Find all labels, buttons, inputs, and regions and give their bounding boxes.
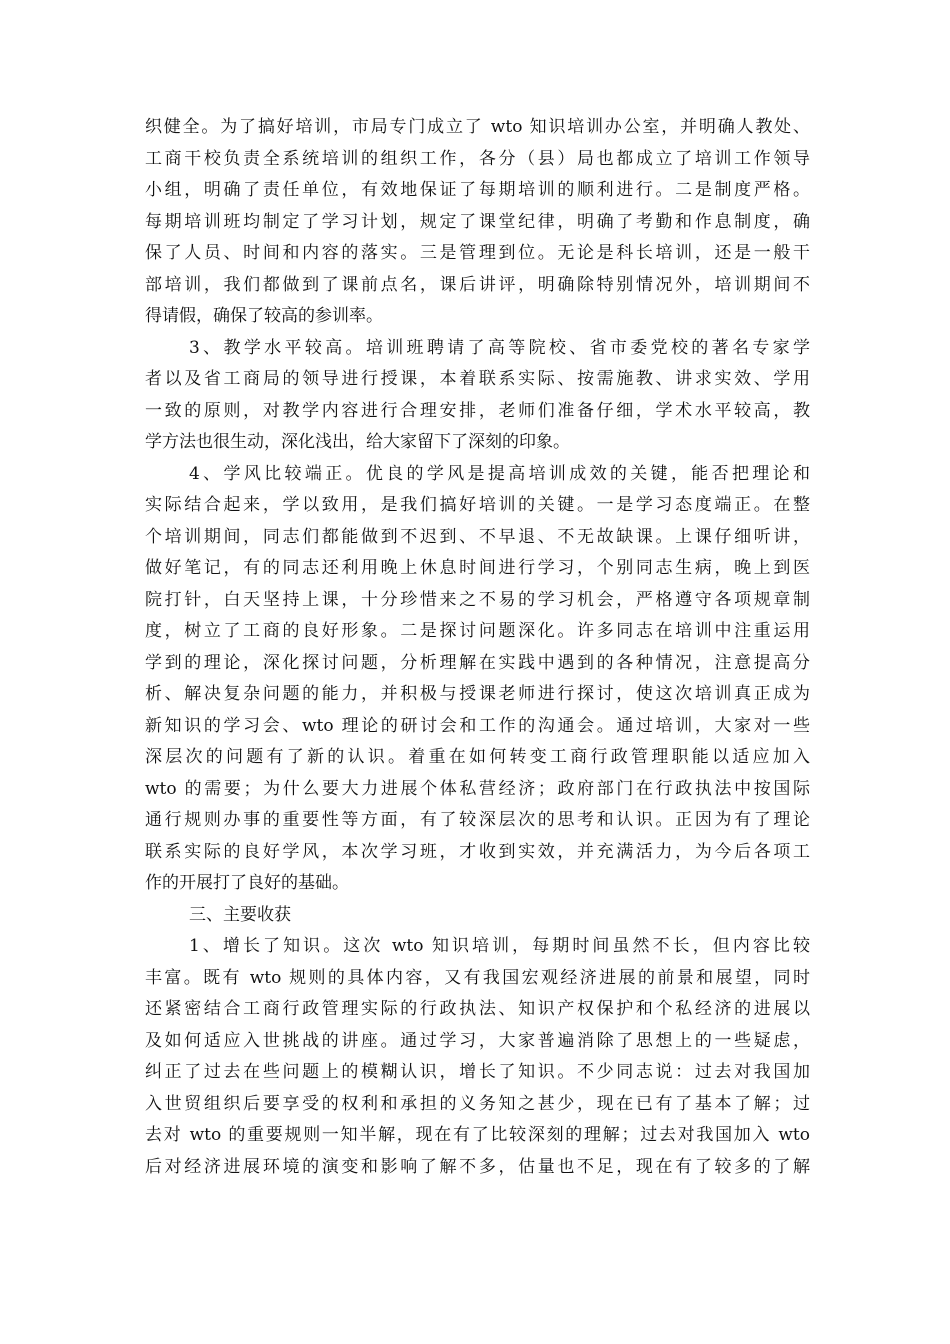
text-line: 院打针，白天坚持上课，十分珍惜来之不易的学习机会，严格遵守各项规章制 xyxy=(145,589,810,610)
text-line: 做好笔记，有的同志还利用晚上休息时间进行学习，个别同志生病，晚上到医 xyxy=(145,558,810,578)
text-line: 部培训，我们都做到了课前点名，课后讲评，明确除特别情况外，培训期间不 xyxy=(145,274,810,295)
text-line: 学到的理论，深化探讨问题，分析理解在实践中遇到的各种情况，注意提高分 xyxy=(145,652,810,673)
text-line: 去对 wto 的重要规则一知半解，现在有了比较深刻的理解；过去对我国加入 wto xyxy=(145,1125,810,1145)
text-line: 保了人员、时间和内容的落实。三是管理到位。无论是科长培训，还是一般干 xyxy=(145,243,810,263)
section-heading: 三、主要收获 xyxy=(189,904,291,925)
text-line: 每期培训班均制定了学习计划，规定了课堂纪律，明确了考勤和作息制度，确 xyxy=(145,211,810,232)
text-line: 工商干校负责全系统培训的组织工作，各分（县）局也都成立了培训工作领导 xyxy=(145,148,810,169)
text-line: 小组，明确了责任单位，有效地保证了每期培训的顺利进行。二是制度严格。 xyxy=(145,180,810,200)
text-line: 还紧密结合工商行政管理实际的行政执法、知识产权保护和个私经济的进展以 xyxy=(145,999,810,1019)
text-line: wto 的需要；为什么要大力进展个体私营经济；政府部门在行政执法中按国际 xyxy=(145,778,810,799)
text-line: 得请假，确保了较高的参训率。 xyxy=(145,306,383,326)
text-line: 深层次的问题有了新的认识。着重在如何转变工商行政管理职能以适应加入 xyxy=(145,747,810,767)
text-line: 实际结合起来，学以致用，是我们搞好培训的关键。一是学习态度端正。在整 xyxy=(145,495,810,515)
text-line: 作的开展打了良好的基础。 xyxy=(145,873,349,893)
text-line: 度，树立了工商的良好形象。二是探讨问题深化。许多同志在培训中注重运用 xyxy=(145,621,810,641)
text-line: 后对经济进展环境的演变和影响了解不多，估量也不足，现在有了较多的了解 xyxy=(145,1156,810,1177)
text-line: 织健全。为了搞好培训，市局专门成立了 wto 知识培训办公室，并明确人教处、 xyxy=(145,117,810,137)
text-line: 者以及省工商局的领导进行授课，本着联系实际、按需施教、讲求实效、学用 xyxy=(145,369,810,389)
text-line: 新知识的学习会、wto 理论的研讨会和工作的沟通会。通过培训，大家对一些 xyxy=(145,715,810,736)
text-line: 通行规则办事的重要性等方面，有了较深层次的思考和认识。正因为有了理论 xyxy=(145,810,810,830)
text-line: 一致的原则，对教学内容进行合理安排，老师们准备仔细，学术水平较高，教 xyxy=(145,400,810,421)
text-line: 联系实际的良好学风，本次学习班，才收到实效，并充满活力，为今后各项工 xyxy=(145,841,810,862)
document-body xyxy=(145,112,810,1183)
text-line: 学方法也很生动，深化浅出，给大家留下了深刻的印象。 xyxy=(145,432,570,452)
paragraph-start-1: 1、增长了知识。这次 wto 知识培训，每期时间虽然不长，但内容比较 xyxy=(189,936,810,956)
text-line: 纠正了过去在些问题上的模糊认识，增长了知识。不少同志说：过去对我国加 xyxy=(145,1062,810,1082)
text-line: 丰富。既有 wto 规则的具体内容，又有我国宏观经济进展的前景和展望，同时 xyxy=(145,967,810,988)
text-line: 及如何适应入世挑战的讲座。通过学习，大家普遍消除了思想上的一些疑虑， xyxy=(145,1030,810,1051)
paragraph-start-3: 3、教学水平较高。培训班聘请了高等院校、省市委党校的著名专家学 xyxy=(189,337,810,358)
text-line: 析、解决复杂问题的能力，并积极与授课老师进行探讨，使这次培训真正成为 xyxy=(145,684,810,704)
text-line: 入世贸组织后要享受的权利和承担的义务知之甚少，现在已有了基本了解；过 xyxy=(145,1093,810,1114)
text-line: 个培训期间，同志们都能做到不迟到、不早退、不无故缺课。上课仔细听讲， xyxy=(145,526,810,547)
paragraph-start-4: 4、学风比较端正。优良的学风是提高培训成效的关键，能否把理论和 xyxy=(189,463,810,484)
